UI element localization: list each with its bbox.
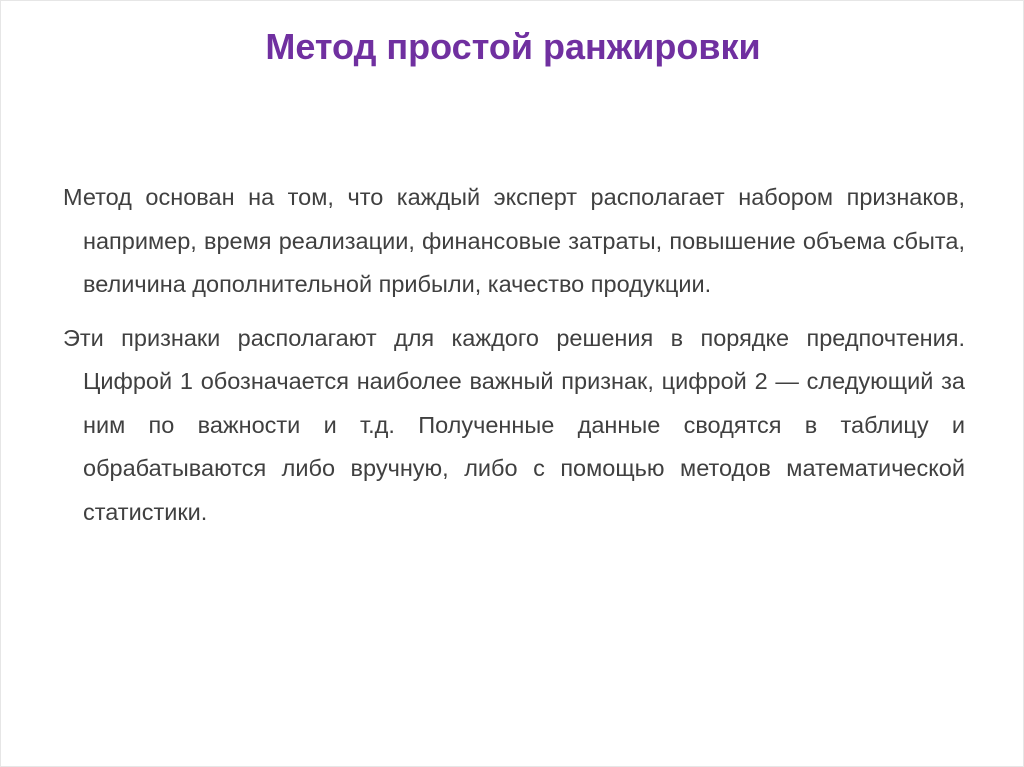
paragraph-ranking-process: Эти признаки располагают для каждого решения в порядке предпочтения. Цифрой 1 обозначается наиболее важный признак, цифрой 2 — следующий за ним по важности и т.д. Полученные данные сводятся в таблицу и обрабатываются либо вручную, либо с помощью методов математической статистики. <box>63 324 965 525</box>
slide-body <box>63 176 965 544</box>
paragraph-method-basis: Метод основан на том, что каждый эксперт располагает набором признаков, например, время реализации, финансовые затраты, повышение объема сбыта, величина дополнительной прибыли, качество продукции. <box>63 184 965 297</box>
slide-title: Метод простой ранжировки <box>265 26 761 67</box>
